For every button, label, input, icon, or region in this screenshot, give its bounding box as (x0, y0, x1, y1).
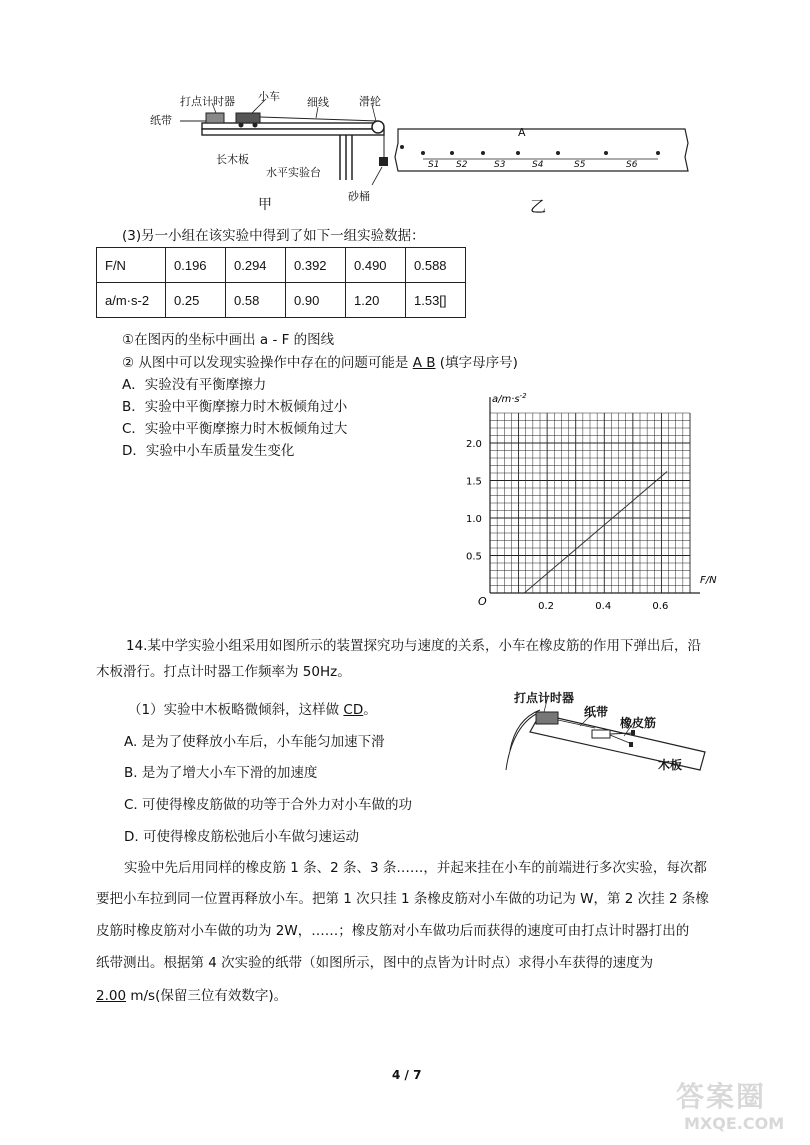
y-tick-label: 0.5 (466, 551, 482, 563)
watermark-text: 答案圈 (676, 1080, 767, 1113)
q3-option: A．实验没有平衡摩擦力 (122, 377, 267, 393)
q3-item2-suffix: (填字母序号) (439, 355, 518, 371)
q14-text2: 木板滑行。打点计时器工作频率为 50Hz。 (96, 664, 351, 680)
data-table (96, 247, 466, 318)
series-line (524, 472, 667, 594)
label-table: 水平实验台 (266, 166, 321, 179)
segment-label: S2 (456, 160, 468, 170)
q14-option: A. 是为了使释放小车后，小车能匀加速下滑 (124, 734, 385, 750)
table-cell: 0.58 (226, 283, 286, 318)
q14-answer-value: 2.00 (96, 988, 127, 1004)
q14-para4: 纸带测出。根据第 4 次实验的纸带（如图所示，图中的点皆为计时点）求得小车获得的速度为 (96, 955, 654, 971)
table-cell: 1.20 (346, 283, 406, 318)
label-tape: 纸带 (150, 114, 172, 127)
origin-label: O (478, 595, 487, 608)
x-tick-label: 0.2 (538, 601, 555, 612)
q14-sub1-suffix: 。 (363, 702, 377, 718)
y-axis-label: $a/m\cdot s^{-2}$ (492, 392, 527, 405)
table-cell: 0.294 (226, 248, 286, 283)
y-tick-label: 1.5 (466, 476, 482, 488)
y-tick-label: 2.0 (466, 439, 482, 450)
x-tick-label: 0.6 (652, 601, 669, 612)
q14-option: D. 可使得橡皮筋松弛后小车做匀速运动 (124, 829, 359, 845)
table-row (97, 248, 466, 283)
label-board: 长木板 (216, 153, 249, 166)
q14-sub1 (128, 700, 377, 720)
segment-label: S5 (574, 160, 586, 170)
segment-label: S1 (428, 160, 440, 170)
caption-jia: 甲 (258, 197, 272, 213)
label-bucket: 砂桶 (348, 190, 370, 203)
q3-answer: A B (412, 355, 436, 371)
segment-label: S4 (532, 160, 544, 170)
chart-grid (490, 413, 690, 593)
q14-para2: 要把小车拉到同一位置再释放小车。把第 1 次只挂 1 条橡皮筋对小车做的功记为 W，第 2 次挂 2 条橡 (96, 891, 709, 907)
table-cell: 1.53[] (406, 283, 466, 318)
q14-para3: 皮筋时橡皮筋对小车做的功为 2W，……；橡皮筋对小车做功后而获得的速度可由打点计时器打出的 (96, 923, 690, 939)
label-cart: 小车 (258, 90, 280, 103)
x-tick-labels (538, 601, 668, 612)
table-row (97, 283, 466, 318)
q14-para1: 实验中先后用同样的橡皮筋 1 条、2 条、3 条……，并起来挂在小车的前端进行多次实验，每次都 (124, 860, 707, 876)
label-board: 木板 (658, 758, 683, 772)
x-tick-label: 0.4 (595, 601, 612, 612)
q14-answer-suffix: m/s(保留三位有效数字)。 (126, 988, 288, 1004)
q3-item2-prefix: ② 从图中可以发现实验操作中存在的问题可能是 (122, 355, 409, 371)
x-axis-label: F/N (700, 575, 717, 586)
table-cell: 0.196 (166, 248, 226, 283)
label-thread: 细线 (307, 96, 329, 109)
q3-option: D．实验中小车质量发生变化 (122, 443, 295, 459)
q3-option: B．实验中平衡摩擦力时木板倾角过小 (122, 399, 348, 415)
q14-option: B. 是为了增大小车下滑的加速度 (124, 765, 318, 781)
q3-option: C．实验中平衡摩擦力时木板倾角过大 (122, 421, 348, 437)
table-cell: 0.90 (286, 283, 346, 318)
segment-label: S6 (626, 160, 638, 170)
table-cell: 0.588 (406, 248, 466, 283)
table-cell: 0.392 (286, 248, 346, 283)
y-tick-labels (466, 439, 482, 563)
q3-item2 (122, 353, 518, 373)
label-timer: 打点计时器 (514, 691, 575, 705)
label-pulley: 滑轮 (359, 95, 381, 108)
table-cell: a/m·s-2 (97, 283, 166, 318)
segment-label: S3 (494, 160, 506, 170)
label-point-a: A (518, 126, 526, 139)
q14-sub1-answer: CD (343, 702, 364, 718)
y-tick-label: 1.0 (466, 514, 482, 525)
label-rubber-band: 橡皮筋 (620, 716, 657, 730)
table-cell: 0.490 (346, 248, 406, 283)
label-tape: 纸带 (584, 705, 609, 719)
table-cell: F/N (97, 248, 166, 283)
table-cell: 0.25 (166, 283, 226, 318)
q14-option: C. 可使得橡皮筋做的功等于合外力对小车做的功 (124, 797, 413, 813)
label-timer: 打点计时器 (180, 95, 235, 108)
q3-intro: (3)另一小组在该实验中得到了如下一组实验数据： (122, 228, 425, 244)
q14-answer-line (96, 986, 287, 1006)
watermark-url: MXQE.COM (684, 1114, 785, 1133)
a-f-chart (460, 385, 720, 620)
q14-text1: 14.某中学实验小组采用如图所示的装置探究功与速度的关系，小车在橡皮筋的作用下弹出后，沿 (126, 638, 701, 654)
q3-item1: ①在图丙的坐标中画出 a - F 的图线 (122, 332, 335, 348)
page-number: 4 / 7 (392, 1068, 422, 1082)
caption-yi: 乙 (530, 197, 547, 216)
q14-sub1-prefix: （1）实验中木板略微倾斜，这样做 (128, 702, 340, 718)
